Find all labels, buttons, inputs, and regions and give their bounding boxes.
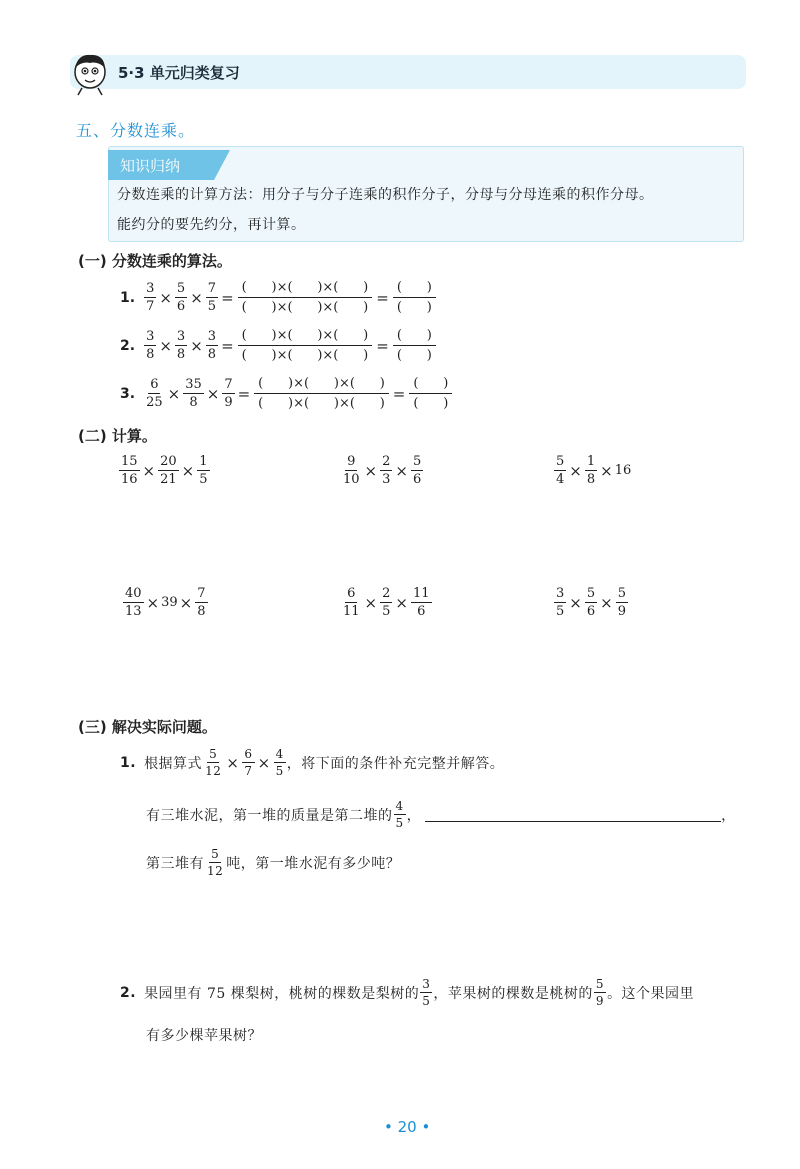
fraction: $\frac{3}{8}$ (146, 329, 155, 362)
fraction: $\frac{3}{5}$ (556, 586, 565, 619)
item-number: 3. (120, 385, 136, 402)
fraction: $\frac{9}{10}$ (343, 454, 360, 487)
fraction: $\frac{6}{11}$ (343, 586, 360, 619)
fraction: $\frac{7}{5}$ (207, 281, 217, 314)
fraction: $\frac{3}{8}$ (207, 329, 217, 362)
question-1-intro: 1. 根据算式 $\frac{5}{12}$ × $\frac{6}{7}$ × $\frac{4}{5}$ ，将下面的条件补充完整并解答。 (120, 747, 505, 778)
item-number: 2. (120, 984, 137, 1001)
fraction: $\frac{3}{5}$ (422, 977, 431, 1008)
calc-expr-3: $\frac{5}{4}$ × $\frac{1}{8}$ × 16 (556, 454, 632, 487)
calc-expr-1: $\frac{15}{16}$ × $\frac{20}{21}$ × $\frac{1}{5}$ (121, 454, 208, 487)
fraction: $\frac{6}{25}$ (146, 377, 163, 410)
page-number: • 20 • (384, 1118, 431, 1136)
part3-title: (三) 解决实际问题。 (78, 718, 217, 736)
mascot-icon (68, 50, 112, 96)
fraction: $\frac{5}{9}$ (595, 977, 605, 1008)
part1-item-1: 1. $\frac{3}{7}$ × $\frac{5}{6}$ × $\frac{7}{5}$ = $\frac{( )\times( )\times( )}{( )\times( )\times( )}$ = $\frac{( )}{( )}$ (120, 281, 438, 314)
fraction: $\frac{3}{8}$ (176, 329, 186, 362)
fraction: $\frac{1}{8}$ (586, 454, 596, 487)
fraction: $\frac{5}{12}$ (205, 747, 222, 778)
header-title: 5·3 单元归类复习 (118, 64, 240, 82)
integer-term: 16 (614, 463, 632, 478)
fraction: $\frac{15}{16}$ (121, 454, 138, 487)
fraction: $\frac{7}{8}$ (197, 586, 206, 619)
fraction: $\frac{4}{5}$ (395, 799, 404, 830)
calc-expr-4: $\frac{40}{13}$ × 39 × $\frac{7}{8}$ (125, 586, 206, 619)
question-1-line-2: 第三堆有 $\frac{5}{12}$ 吨，第一堆水泥有多少吨？ (146, 847, 401, 878)
fraction: $\frac{5}{12}$ (207, 847, 224, 878)
calc-expr-5: $\frac{6}{11}$ × $\frac{2}{5}$ × $\frac{11}{6}$ (343, 586, 430, 619)
blank-result[interactable]: $\frac{( )}{( )}$ (409, 377, 452, 410)
section-title: 五、分数连乘。 (76, 121, 196, 140)
part2-title: (二) 计算。 (78, 427, 157, 445)
fraction: $\frac{2}{3}$ (382, 454, 391, 487)
part1-title: (一) 分数连乘的算法。 (78, 252, 232, 270)
fraction: $\frac{5}{6}$ (586, 586, 596, 619)
fraction: $\frac{7}{9}$ (224, 377, 233, 410)
knowledge-line-2: 能约分的要先约分，再计算。 (117, 217, 306, 233)
fraction: $\frac{11}{6}$ (412, 586, 430, 619)
knowledge-tag-label: 知识归纳 (120, 157, 181, 175)
fraction: $\frac{5}{4}$ (556, 454, 565, 487)
fraction: $\frac{2}{5}$ (382, 586, 391, 619)
knowledge-line-1: 分数连乘的计算方法：用分子与分子连乘的积作分子，分母与分母连乘的积作分母。 (117, 187, 654, 203)
blank-product[interactable]: $\frac{( )\times( )\times( )}{( )\times( )\times( )}$ (254, 377, 389, 410)
integer-term: 39 (161, 595, 178, 610)
fraction: $\frac{3}{7}$ (146, 281, 155, 314)
fraction: $\frac{5}{6}$ (412, 454, 422, 487)
fraction: $\frac{6}{7}$ (244, 747, 253, 778)
part1-item-3: 3. $\frac{6}{25}$ × $\frac{35}{8}$ × $\frac{7}{9}$ = $\frac{( )\times( )\times( )}{( )\times( )\times( )}$ = $\frac{( )}{( )}$ (120, 377, 454, 410)
item-number: 1. (120, 754, 137, 771)
fraction: $\frac{5}{6}$ (176, 281, 186, 314)
fraction: $\frac{40}{13}$ (125, 586, 142, 619)
fraction: $\frac{1}{5}$ (199, 454, 208, 487)
question-2-line-1: 2. 果园里有 75 棵梨树，桃树的棵数是梨树的 $\frac{3}{5}$ ，苹果树的棵数是桃树的 $\frac{5}{9}$ 。这个果园里 (120, 977, 695, 1008)
part1-item-2: 2. $\frac{3}{8}$ × $\frac{3}{8}$ × $\frac{3}{8}$ = $\frac{( )\times( )\times( )}{( )\times( )\times( )}$ = $\frac{( )}{( )}$ (120, 329, 438, 362)
question-2-line-2: 有多少棵苹果树？ (146, 1028, 262, 1044)
fraction: $\frac{20}{21}$ (160, 454, 177, 487)
fraction: $\frac{4}{5}$ (275, 747, 284, 778)
fraction: $\frac{35}{8}$ (185, 377, 202, 410)
blank-product[interactable]: $\frac{( )\times( )\times( )}{( )\times( )\times( )}$ (238, 281, 373, 314)
calc-expr-6: $\frac{3}{5}$ × $\frac{5}{6}$ × $\frac{5}{9}$ (556, 586, 626, 619)
question-1-line-1: 有三堆水泥，第一堆的质量是第二堆的 $\frac{4}{5}$ ， ， (146, 799, 736, 830)
fill-in-blank-line[interactable] (425, 807, 721, 822)
blank-result[interactable]: $\frac{( )}{( )}$ (393, 329, 436, 362)
item-number: 1. (120, 289, 136, 306)
item-number: 2. (120, 337, 136, 354)
calc-expr-2: $\frac{9}{10}$ × $\frac{2}{3}$ × $\frac{5}{6}$ (343, 454, 422, 487)
fraction: $\frac{5}{9}$ (617, 586, 626, 619)
blank-result[interactable]: $\frac{( )}{( )}$ (393, 281, 436, 314)
blank-product[interactable]: $\frac{( )\times( )\times( )}{( )\times( )\times( )}$ (238, 329, 373, 362)
